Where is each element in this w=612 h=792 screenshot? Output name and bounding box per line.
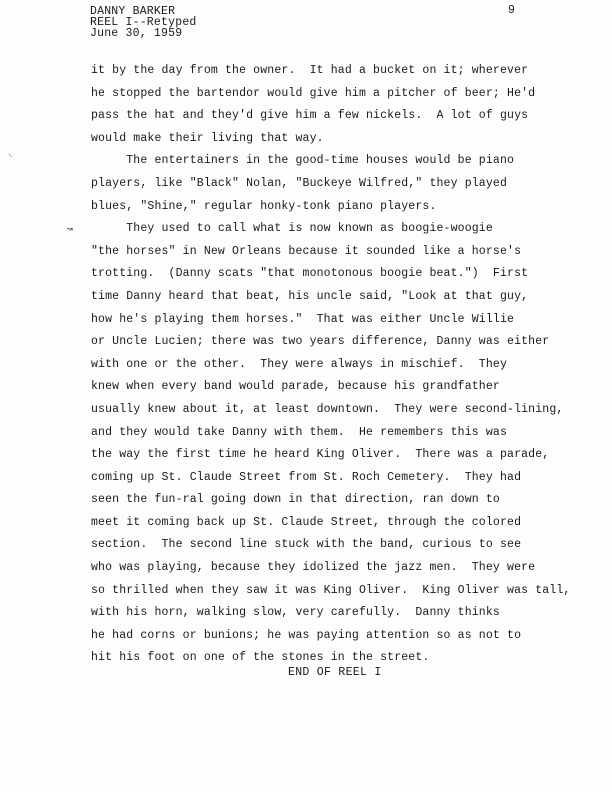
body-line: with his horn, walking slow, very carefully. Danny thinks	[91, 606, 500, 620]
body-line: the way the first time he heard King Oliver. There was a parade,	[91, 448, 550, 462]
body-line: section. The second line stuck with the band, curious to see	[91, 538, 522, 552]
body-line: it by the day from the owner. It had a bucket on it; wherever	[91, 64, 529, 77]
end-of-reel-marker: END OF REEL I	[288, 666, 382, 679]
document-header	[90, 6, 197, 39]
body-line: time Danny heard that beat, his uncle said, "Look at that guy,	[91, 289, 529, 303]
margin-arrow-mark: ↝	[66, 223, 74, 237]
body-line: he had corns or bunions; he was paying attention so as not to	[91, 628, 522, 642]
body-line: The entertainers in the good-time houses would be piano	[91, 154, 515, 168]
header-name: DANNY BARKER	[90, 5, 176, 18]
page-number: 9	[508, 4, 515, 17]
margin-tick-mark: ⸌	[8, 153, 13, 163]
body-line: who was playing, because they idolized the jazz men. They were	[91, 561, 536, 575]
body-line: so thrilled when they saw it was King Oliver. King Oliver was tall,	[91, 583, 571, 597]
body-line: trotting. (Danny scats "that monotonous boogie beat.") First	[91, 267, 529, 281]
body-line: blues, "Shine," regular honky-tonk piano players.	[91, 199, 437, 213]
body-line: usually knew about it, at least downtown. They were second-lining,	[91, 402, 564, 416]
body-line: knew when every band would parade, because his grandfather	[91, 380, 500, 394]
body-line: how he's playing them horses." That was either Uncle Willie	[91, 312, 515, 326]
header-reel: REEL I--Retyped	[90, 16, 197, 29]
body-line: would make their living that way.	[91, 131, 324, 145]
body-line: and they would take Danny with them. He remembers this was	[91, 425, 508, 439]
body-line: seen the fun-ral going down in that direction, ran down to	[91, 493, 500, 507]
body-line: "the horses" in New Orleans because it sounded like a horse's	[91, 244, 522, 258]
body-line: pass the hat and they'd give him a few nickels. A lot of guys	[91, 109, 529, 123]
body-line: hit his foot on one of the stones in the street.	[91, 651, 430, 665]
body-line: players, like "Black" Nolan, "Buckeye Wilfred," they played	[91, 176, 508, 190]
body-line: meet it coming back up St. Claude Street, through the colored	[91, 515, 522, 529]
body-line: with one or the other. They were always in mischief. They	[91, 357, 508, 371]
body-line: or Uncle Lucien; there was two years difference, Danny was either	[91, 335, 550, 349]
header-date: June 30, 1959	[90, 27, 183, 40]
body-line: They used to call what is now known as boogie-woogie	[91, 222, 493, 236]
transcript-body	[91, 60, 601, 670]
body-line: he stopped the bartendor would give him a pitcher of beer; He'd	[91, 86, 536, 100]
body-line: coming up St. Claude Street from St. Roch Cemetery. They had	[91, 470, 522, 484]
